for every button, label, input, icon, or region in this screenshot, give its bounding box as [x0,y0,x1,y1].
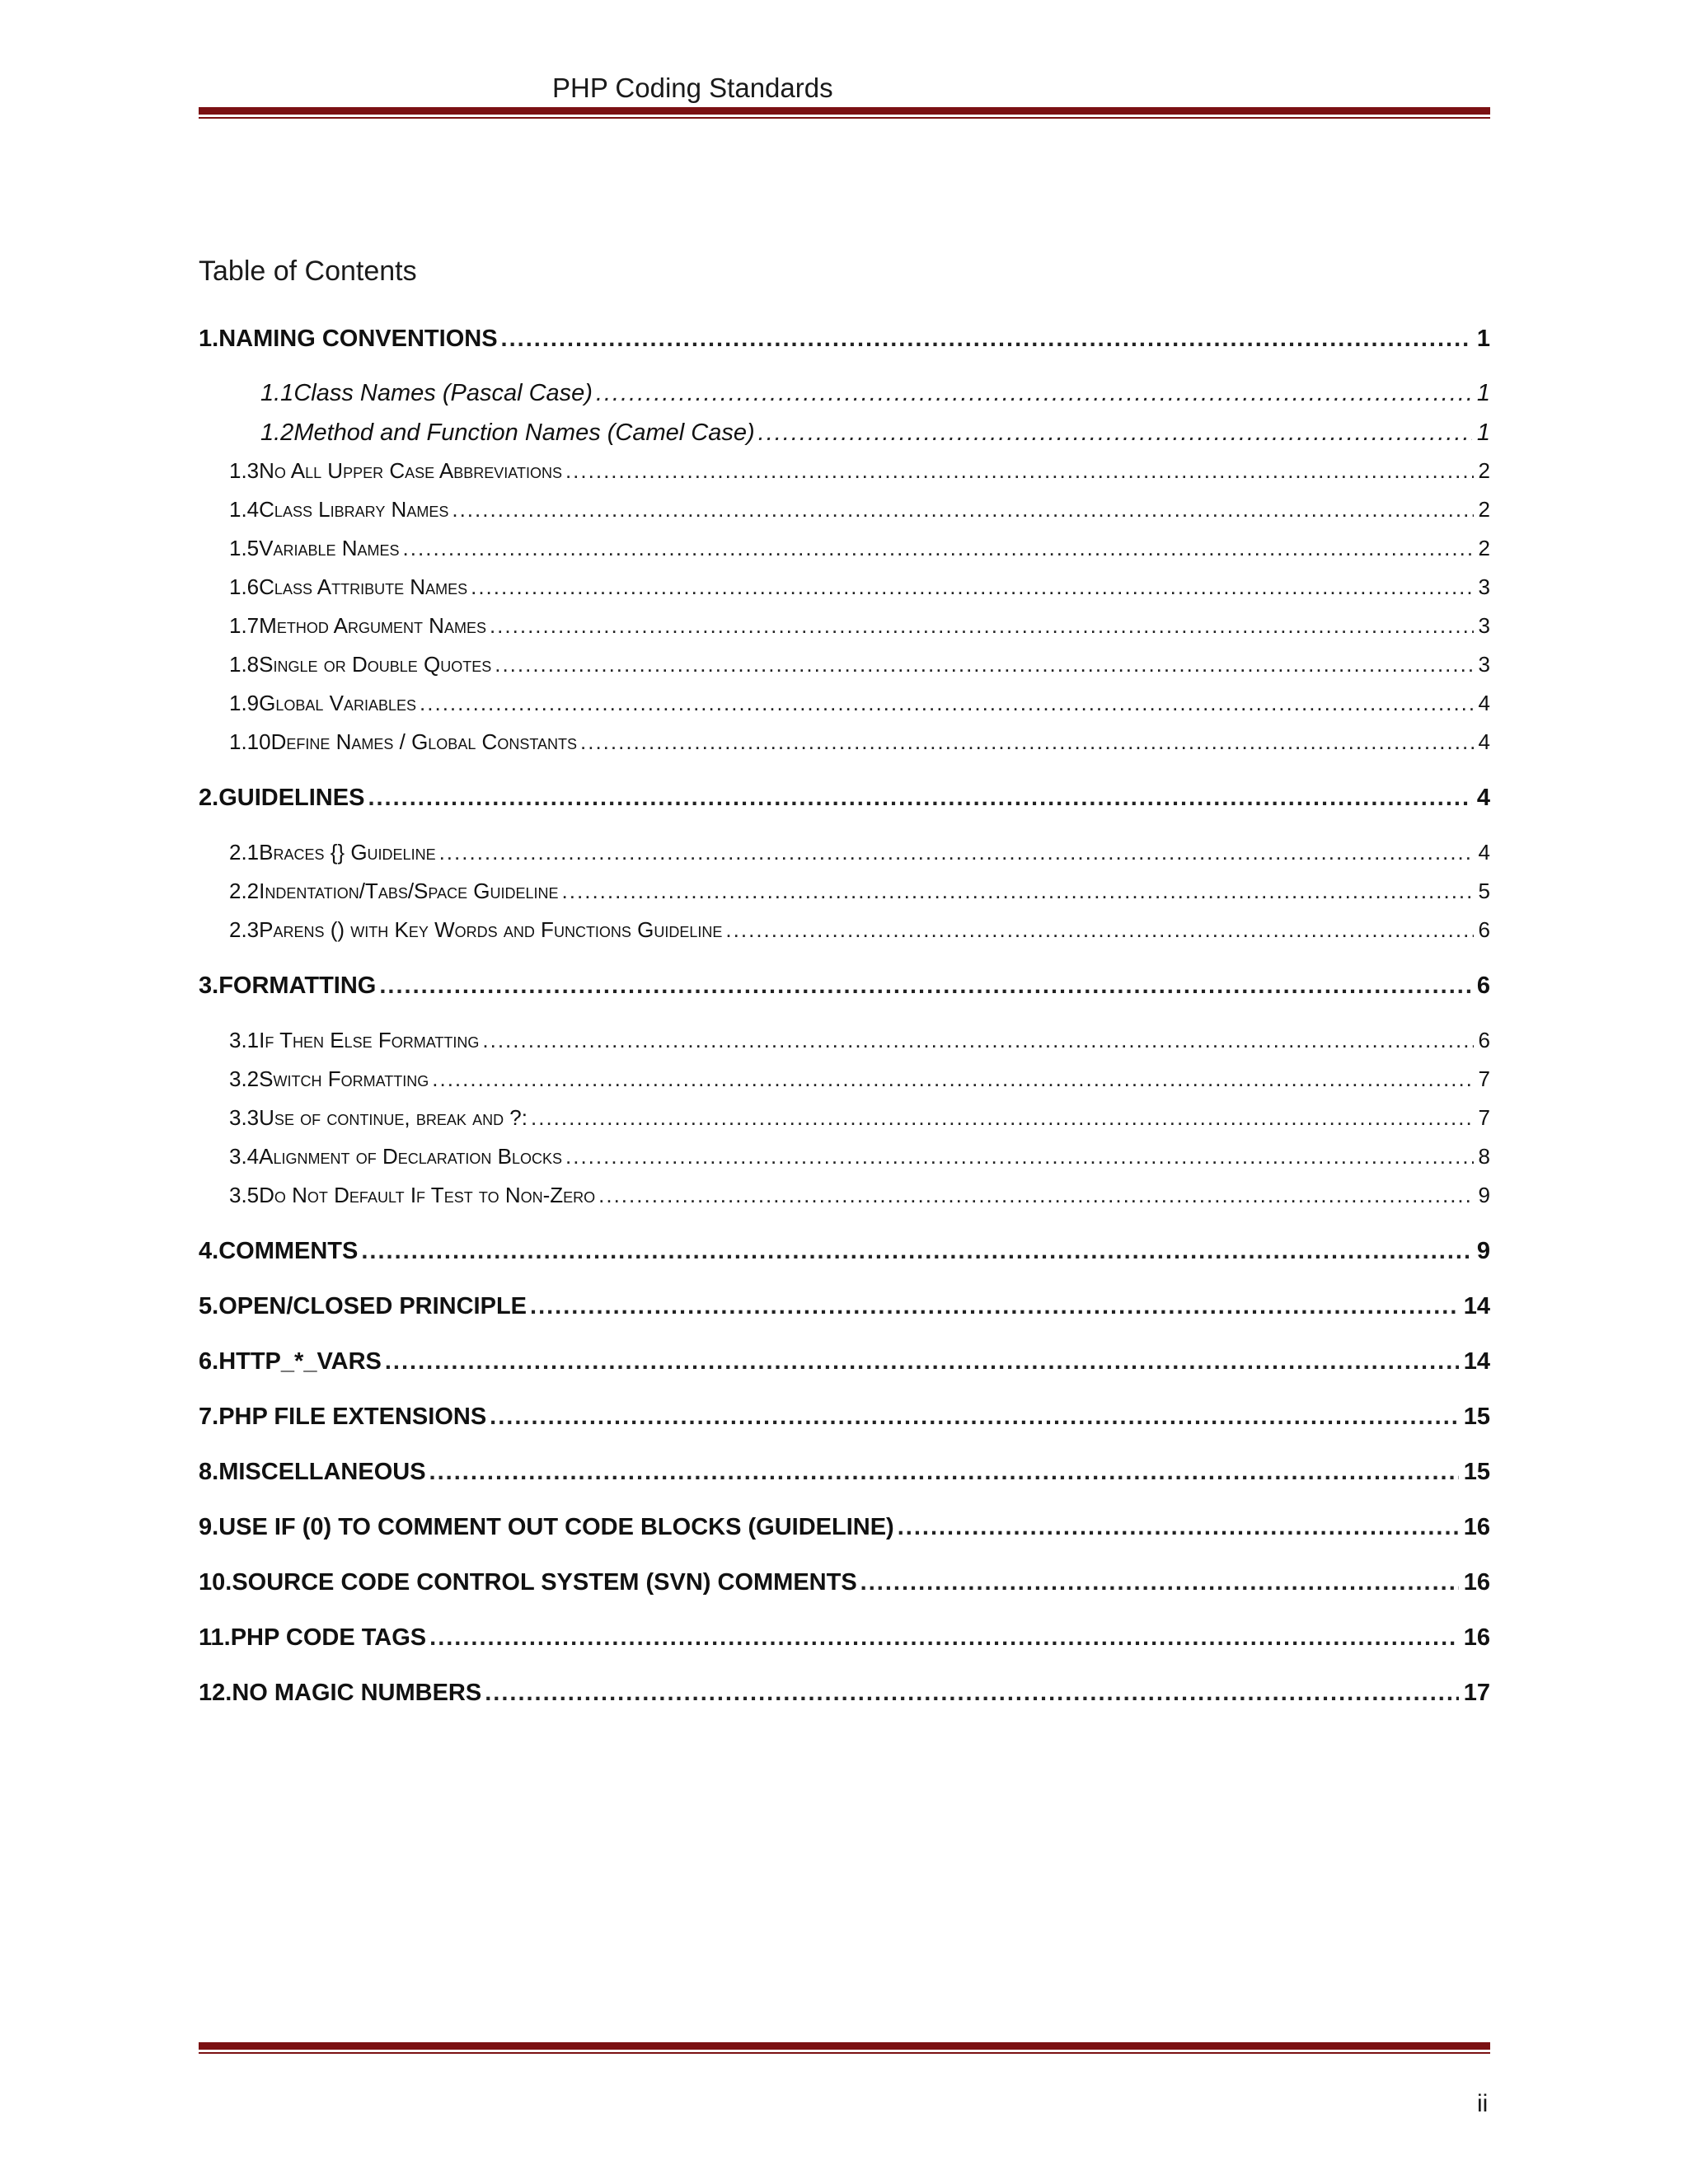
toc-entry[interactable] [229,1105,1490,1131]
toc-entry[interactable] [229,1028,1490,1053]
toc-entry-title: GUIDELINES [218,785,365,811]
page-header-title: PHP Coding Standards [552,73,833,103]
toc-entry-label [229,840,436,865]
toc-entry-number: 1.9 [229,691,260,715]
toc-entry-number: 2. [199,785,219,811]
toc-entry[interactable] [199,1569,1490,1596]
toc-entry-page: 2 [1478,536,1490,560]
toc-entry-number: 1.8 [229,652,260,677]
toc-entry-label [229,613,486,639]
toc-entry-number: 11. [199,1624,231,1651]
toc-entry-number: 3.1 [229,1028,260,1052]
toc-entry[interactable] [229,1144,1490,1169]
toc-entry-label [199,1680,481,1707]
toc-entry[interactable] [229,652,1490,677]
toc-entry[interactable] [229,613,1490,639]
toc-entry[interactable] [229,458,1490,484]
toc-entry-page: 4 [1478,729,1490,754]
toc-entry-number: 1.6 [229,574,260,599]
toc-entry-page: 6 [1478,1028,1490,1052]
toc-entry-label [199,785,364,812]
toc-entry[interactable] [199,1514,1490,1541]
toc-entry-page: 8 [1478,1144,1490,1169]
toc-entry-number: 12. [199,1680,232,1706]
toc-entry-number: 3.3 [229,1105,260,1130]
toc-entry-page: 5 [1478,879,1490,903]
toc-entry-page: 6 [1478,917,1490,942]
toc-entry-number: 10. [199,1569,232,1596]
toc-entry-label [229,1144,562,1169]
toc-entry-page: 16 [1463,1514,1490,1540]
toc-entry-page: 9 [1478,1183,1490,1207]
toc-entry[interactable] [260,419,1490,447]
toc-entry-number: 4. [199,1238,219,1264]
toc-entry-page: 1 [1476,326,1490,352]
toc-entry-page: 1 [1476,419,1490,446]
toc-entry-label [199,1569,857,1596]
toc-leader-dots [490,1404,1459,1431]
toc-entry-title: Single or Double Quotes [259,652,492,677]
toc-entry[interactable] [199,326,1490,353]
toc-entry-label [199,1459,426,1486]
toc-entry-number: 3.4 [229,1144,260,1169]
toc-entry-label [260,380,593,407]
toc-leader-dots [420,691,1474,716]
toc-leader-dots [758,419,1472,447]
toc-entry[interactable] [229,497,1490,523]
toc-leader-dots [596,380,1472,407]
toc-leader-dots [368,785,1471,812]
toc-entry[interactable] [229,691,1490,716]
toc-entry-number: 1.10 [229,729,271,754]
toc-heading: Table of Contents [199,255,417,287]
toc-entry[interactable] [199,1624,1490,1652]
toc-entry-label [229,497,448,523]
toc-entry-page: 6 [1476,972,1490,999]
toc-entry-title: USE IF (0) TO COMMENT OUT CODE BLOCKS (GUIDELINE) [218,1514,894,1540]
toc-leader-dots [501,326,1472,353]
toc-entry-page: 15 [1463,1404,1490,1430]
toc-entry-number: 3. [199,972,219,999]
toc-entry-page: 14 [1463,1293,1490,1319]
toc-entry[interactable] [199,1238,1490,1265]
toc-entry[interactable] [229,1183,1490,1208]
toc-entry-label [260,419,755,447]
header-rule [199,107,1490,119]
toc-entry-label [229,536,400,561]
toc-entry-page: 3 [1478,613,1490,638]
toc-entry[interactable] [199,972,1490,1000]
toc-entry-number: 5. [199,1293,219,1319]
toc-entry-title: HTTP_*_VARS [218,1348,382,1375]
toc-leader-dots [598,1183,1473,1208]
toc-entry-page: 17 [1463,1680,1490,1706]
toc-leader-dots [361,1238,1472,1265]
toc-entry[interactable] [199,1293,1490,1320]
toc-entry[interactable] [199,1680,1490,1707]
toc-entry[interactable] [229,840,1490,865]
toc-entry-number: 1.4 [229,497,260,522]
toc-entry-page: 7 [1478,1105,1490,1130]
toc-entry-title: Method and Function Names (Camel Case) [293,419,755,446]
toc-entry-title: Indentation/Tabs/Space Guideline [259,879,559,903]
toc-leader-dots [495,652,1473,677]
toc-entry-title: Alignment of Declaration Blocks [259,1144,562,1169]
toc-entry-label [199,1404,486,1431]
toc-entry-title: No All Upper Case Abbreviations [259,458,562,483]
toc-entry-number: 2.2 [229,879,260,903]
toc-entry-title: Variable Names [259,536,400,560]
toc-entry-number: 1.3 [229,458,260,483]
toc-entry[interactable] [229,879,1490,904]
toc-entry-page: 16 [1463,1569,1490,1596]
toc-entry-label [229,1105,528,1131]
toc-entry-title: Global Variables [259,691,417,715]
toc-leader-dots [385,1348,1459,1376]
toc-entry[interactable] [260,380,1490,407]
toc-entry-title: Do Not Default If Test to Non-Zero [259,1183,596,1207]
toc-leader-dots [403,536,1474,561]
toc-entry-label [229,917,722,943]
toc-entry-label [229,652,491,677]
toc-entry-page: 2 [1478,497,1490,522]
toc-entry-page: 4 [1478,691,1490,715]
toc-entry-page: 1 [1476,380,1490,406]
toc-entry-label [199,1624,426,1652]
toc-leader-dots [452,497,1473,523]
toc-entry[interactable] [199,1348,1490,1376]
toc-leader-dots [429,1459,1459,1486]
toc-entry-page: 3 [1478,574,1490,599]
toc-entry-title: Parens () with Key Words and Functions Guideline [259,917,723,942]
toc-entry-label [199,1348,382,1376]
toc-entry-label [199,1238,358,1265]
toc-entry-label [199,326,498,353]
toc-entry-title: Class Library Names [259,497,449,522]
toc-leader-dots [485,1680,1459,1707]
toc-entry[interactable] [199,1404,1490,1431]
toc-entry-title: PHP FILE EXTENSIONS [218,1404,487,1430]
toc-entry-title: OPEN/CLOSED PRINCIPLE [218,1293,528,1319]
footer-page-number: ii [1477,2090,1489,2117]
toc-entry-title: SOURCE CODE CONTROL SYSTEM (SVN) COMMENTS [232,1569,857,1596]
toc-entry-title: Braces {} Guideline [259,840,436,865]
toc-entry-number: 3.5 [229,1183,260,1207]
toc-entry-label [199,972,376,1000]
toc-entry[interactable] [229,729,1490,755]
toc-leader-dots [565,458,1474,484]
toc-leader-dots [898,1514,1459,1541]
toc-entry-page: 14 [1463,1348,1490,1375]
toc-entry-label [199,1514,894,1541]
toc-entry[interactable] [229,1066,1490,1092]
toc-entry-page: 7 [1478,1066,1490,1091]
toc-entry[interactable] [229,536,1490,561]
toc-entry-number: 1.5 [229,536,260,560]
toc-entry-number: 2.3 [229,917,260,942]
toc-entry-title: NO MAGIC NUMBERS [232,1680,482,1706]
toc-entry-title: FORMATTING [218,972,377,999]
toc-leader-dots [432,1066,1473,1092]
toc-entry-label [229,729,577,755]
toc-entry-label [229,574,467,600]
toc-entry-label [229,458,562,484]
toc-entry-title: Method Argument Names [259,613,486,638]
toc-entry-title: If Then Else Formatting [259,1028,480,1052]
toc-leader-dots [379,972,1472,1000]
toc-entry-title: NAMING CONVENTIONS [218,326,498,352]
toc-entry-label [229,1028,479,1053]
toc-leader-dots [471,574,1473,600]
toc-entry-title: Class Names (Pascal Case) [293,380,593,406]
toc-entry-label [199,1293,527,1320]
toc-leader-dots [725,917,1473,943]
toc-entry-number: 9. [199,1514,219,1540]
toc-entry-number: 3.2 [229,1066,260,1091]
toc-entry-title: Define Names / Global Constants [270,729,578,754]
toc-entry-page: 9 [1476,1238,1490,1264]
toc-entry-title: Use of continue, break and ?: [259,1105,528,1130]
toc-entry-title: PHP CODE TAGS [230,1624,427,1651]
toc-leader-dots [490,613,1474,639]
toc-entry-number: 1.1 [260,380,294,406]
toc-entry-title: COMMENTS [218,1238,359,1264]
toc-entry-page: 4 [1476,785,1490,811]
toc-entry-number: 6. [199,1348,219,1375]
toc-entry-title: Switch Formatting [259,1066,429,1091]
toc-entry-label [229,1183,595,1208]
toc-entry[interactable] [199,785,1490,812]
toc-leader-dots [531,1105,1474,1131]
toc-entry-page: 3 [1478,652,1490,677]
toc-entry-number: 1. [199,326,219,352]
toc-entry[interactable] [229,574,1490,600]
footer-rule [199,2042,1490,2054]
toc-entry-label [229,879,559,904]
toc-leader-dots [565,1144,1474,1169]
toc-entry-number: 8. [199,1459,219,1485]
toc-entry-label [229,691,416,716]
toc-entry-title: MISCELLANEOUS [218,1459,426,1485]
toc-leader-dots [562,879,1474,904]
toc-entry-number: 1.2 [260,419,294,446]
toc-leader-dots [439,840,1474,865]
toc-entry-number: 2.1 [229,840,260,865]
toc-entry-label [229,1066,429,1092]
toc-entry-page: 16 [1463,1624,1490,1651]
toc-leader-dots [429,1624,1459,1652]
toc-entry-number: 7. [199,1404,219,1430]
toc-leader-dots [530,1293,1459,1320]
toc-entry[interactable] [199,1459,1490,1486]
toc-leader-dots [580,729,1474,755]
toc-entry-number: 1.7 [229,613,260,638]
toc-entry[interactable] [229,917,1490,943]
toc-leader-dots [482,1028,1473,1053]
toc-entry-page: 15 [1463,1459,1490,1485]
toc-leader-dots [860,1569,1459,1596]
toc-entry-page: 4 [1478,840,1490,865]
toc-entry-title: Class Attribute Names [259,574,468,599]
toc-entry-page: 2 [1478,458,1490,483]
